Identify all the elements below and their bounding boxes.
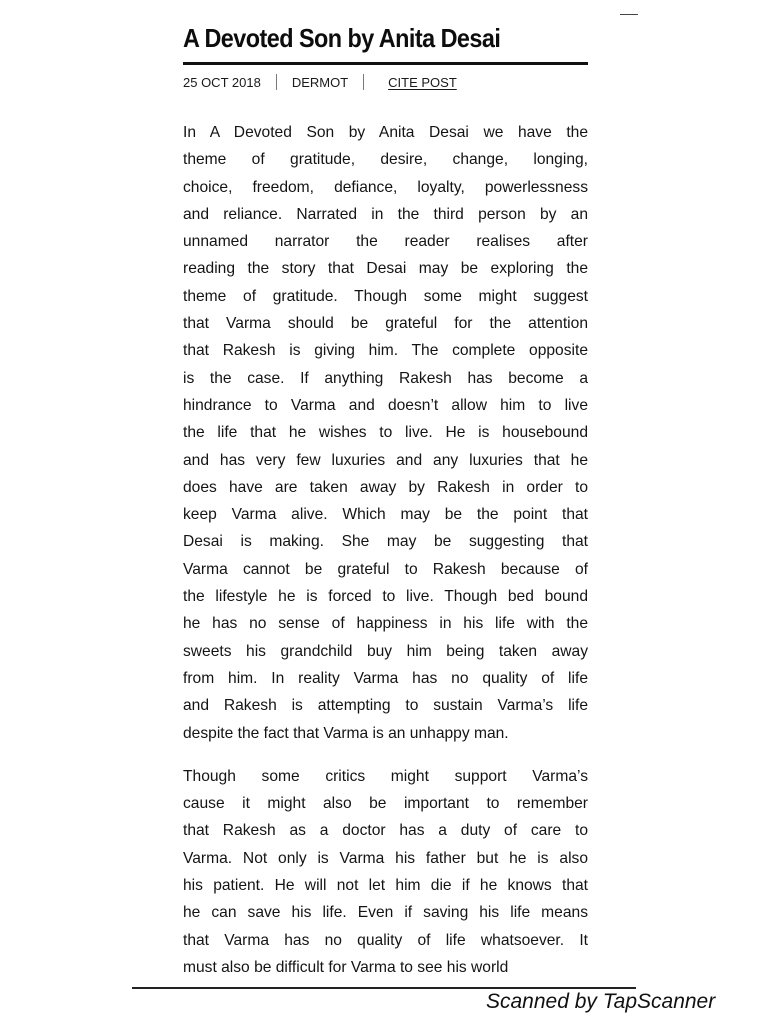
paragraph-line: the lifestyle he is forced to live. Though bed bound (183, 588, 588, 606)
meta-separator (276, 74, 277, 90)
paragraph-line: that Varma should be grateful for the attention (183, 315, 588, 333)
paragraph-line: theme of gratitude. Though some might suggest (183, 287, 588, 305)
paragraph-line: that Rakesh as a doctor has a duty of care to (183, 822, 588, 840)
post-date: 25 OCT 2018 (183, 74, 261, 90)
paragraph-line: choice, freedom, defiance, loyalty, powerlessness (183, 178, 588, 196)
paragraph-line: does have are taken away by Rakesh in order to (183, 478, 588, 496)
meta-separator (363, 74, 364, 90)
scanner-watermark: Scanned by TapScanner (486, 990, 716, 1013)
paragraph-line: that Varma has no quality of life whatsoever. It (183, 931, 588, 949)
paragraph-line: reading the story that Desai may be exploring the (183, 260, 588, 278)
paragraph-line: and Rakesh is attempting to sustain Varma’s life (183, 697, 588, 715)
paragraph-line: keep Varma alive. Which may be the point that (183, 506, 588, 524)
article (183, 18, 588, 981)
paragraph-line: that Rakesh is giving him. The complete opposite (183, 342, 588, 360)
article-paragraph (183, 763, 588, 981)
article-paragraph (183, 119, 588, 747)
page-bottom-rule (132, 987, 636, 989)
paragraph-line: is the case. If anything Rakesh has become a (183, 369, 588, 387)
paragraph-line: he has no sense of happiness in his life with the (183, 615, 588, 633)
paragraph-line: he can save his life. Even if saving his life means (183, 904, 588, 922)
paragraph-line: and has very few luxuries and any luxuries that he (183, 451, 588, 469)
post-author[interactable]: DERMOT (291, 74, 349, 90)
paragraph-line: theme of gratitude, desire, change, longing, (183, 151, 588, 169)
paragraph-line: sweets his grandchild buy him being taken away (183, 642, 588, 660)
paragraph-line: and reliance. Narrated in the third person by an (183, 205, 588, 223)
paragraph-line: despite the fact that Varma is an unhappy man. (183, 724, 509, 742)
title-divider (183, 62, 588, 65)
scan-edge-mark (620, 14, 638, 15)
paragraph-line: Desai is making. She may be suggesting that (183, 533, 588, 551)
paragraph-line: the life that he wishes to live. He is housebound (183, 424, 588, 442)
article-title: A Devoted Son by Anita Desai (183, 23, 501, 53)
paragraph-line: from him. In reality Varma has no quality of life (183, 669, 588, 687)
paragraph-line: Varma cannot be grateful to Rakesh because of (183, 560, 588, 578)
paragraph-line: Varma. Not only is Varma his father but he is also (183, 849, 588, 867)
paragraph-line: Though some critics might support Varma’s (183, 767, 588, 785)
post-meta (183, 67, 588, 97)
article-body (183, 119, 588, 981)
paragraph-line: hindrance to Varma and doesn’t allow him to live (183, 396, 588, 414)
cite-post-link[interactable]: CITE POST (388, 74, 457, 90)
paragraph-line: must also be difficult for Varma to see his world (183, 958, 509, 976)
paragraph-line: In A Devoted Son by Anita Desai we have the (183, 124, 588, 141)
paragraph-line: unnamed narrator the reader realises after (183, 233, 588, 251)
paragraph-line: his patient. He will not let him die if he knows that (183, 877, 588, 895)
paragraph-line: cause it might also be important to remember (183, 795, 588, 813)
